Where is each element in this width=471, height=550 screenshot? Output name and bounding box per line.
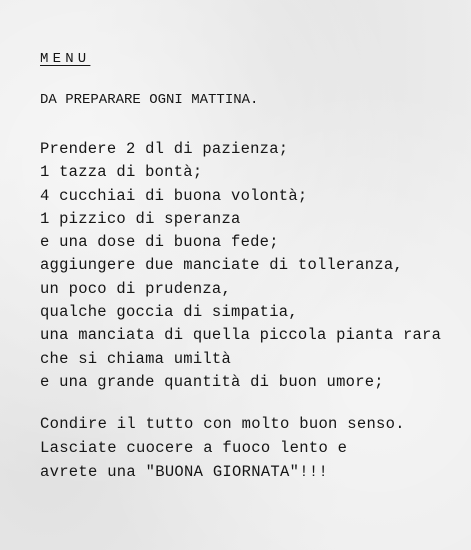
ingredient-line: e una grande quantità di buon umore; (40, 372, 384, 391)
ingredient-line: e una dose di buona fede; (40, 233, 279, 252)
ingredient-line: aggiungere due manciate di tolleranza, (40, 256, 403, 275)
ingredient-line: una manciata di quella piccola pianta rara (40, 326, 442, 345)
ingredient-list (40, 138, 441, 394)
closing-line: Lasciate cuocere a fuoco lento e (40, 439, 348, 457)
ingredient-line: che si chiama umiltà (40, 349, 232, 368)
ingredient-line: qualche goccia di simpatia, (40, 303, 298, 322)
closing-instructions (40, 412, 405, 484)
closing-line: avrete una "BUONA GIORNATA"!!! (40, 463, 329, 481)
menu-title: MENU (40, 51, 91, 67)
ingredient-line: Prendere 2 dl di pazienza; (40, 140, 289, 158)
closing-line: Condire il tutto con molto buon senso. (40, 415, 405, 433)
ingredient-line: un poco di prudenza, (40, 279, 232, 298)
ingredient-line: 1 pizzico di speranza (40, 209, 241, 228)
ingredient-line: 4 cucchiai di buona volontà; (40, 186, 308, 205)
ingredient-line: 1 tazza di bontà; (40, 163, 203, 182)
menu-subtitle: DA PREPARARE OGNI MATTINA. (40, 92, 259, 108)
